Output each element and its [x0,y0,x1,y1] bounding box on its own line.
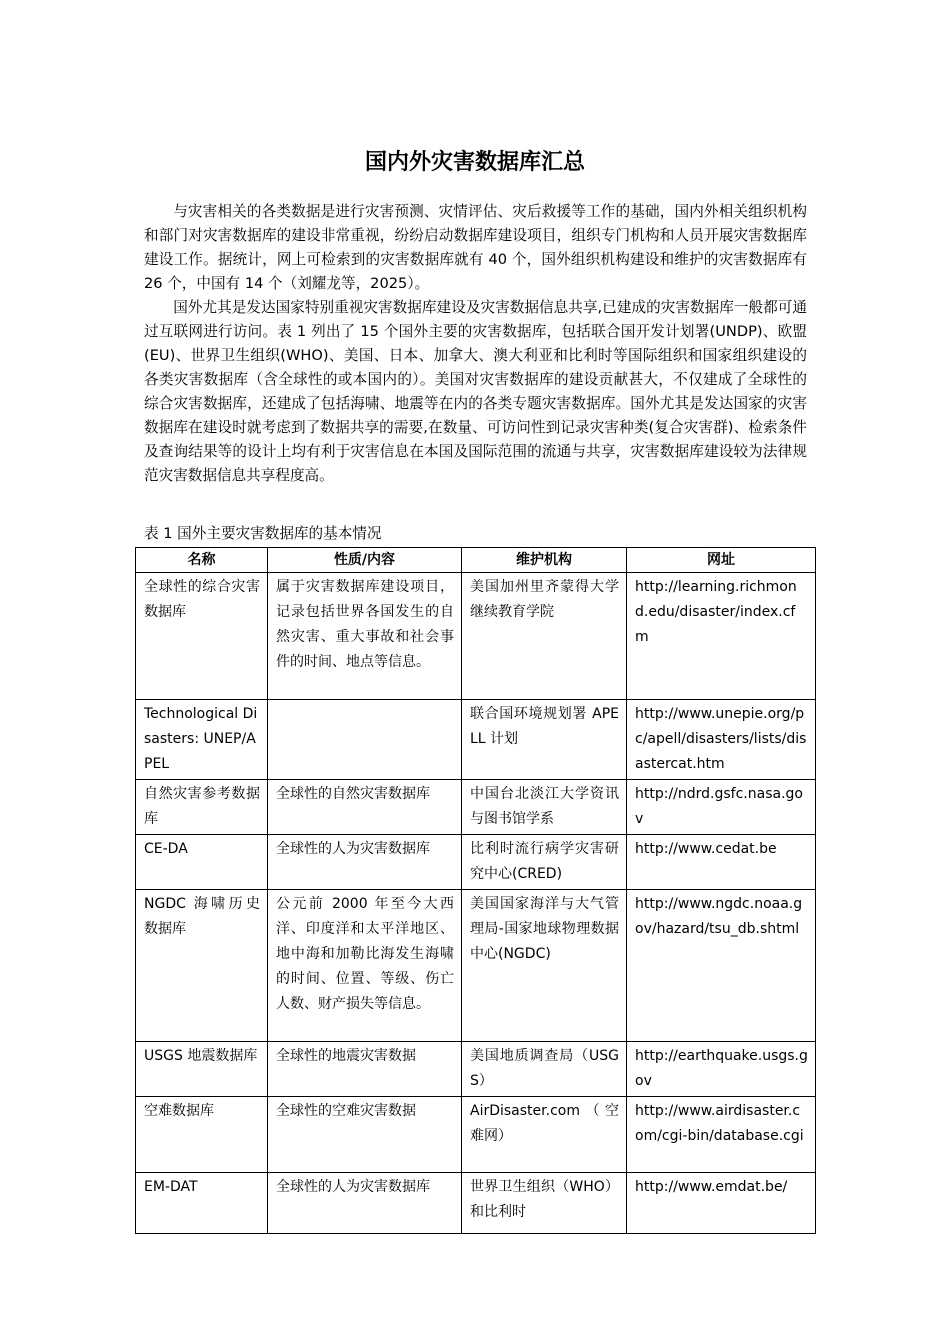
cell-org: AirDisaster.com（空难网） [462,1097,627,1173]
cell-org: 美国地质调查局（USGS） [462,1042,627,1097]
cell-org: 中国台北淡江大学资讯与图书馆学系 [462,780,627,835]
cell-content: 公元前 2000 年至今大西洋、印度洋和太平洋地区、地中海和加勒比海发生海啸的时间、位置、等级、伤亡人数、财产损失等信息。 [268,890,462,1042]
page-title: 国内外灾害数据库汇总 [364,149,585,175]
cell-name: USGS 地震数据库 [136,1042,268,1097]
header-url: 网址 [627,548,816,573]
cell-name: EM-DAT [136,1173,268,1234]
cell-content: 属于灾害数据库建设项目，记录包括世界各国发生的自然灾害、重大事故和社会事件的时间、地点等信息。 [268,573,462,700]
cell-url: http://www.airdisaster.com/cgi-bin/database.cgi [627,1097,816,1173]
cell-org: 联合国环境规划署 APELL 计划 [462,700,627,780]
cell-name: 自然灾害参考数据库 [136,780,268,835]
table-row [136,835,816,890]
cell-org: 比利时流行病学灾害研究中心(CRED) [462,835,627,890]
table-row [136,1173,816,1234]
cell-name: Technological Disasters: UNEP/APEL [136,700,268,780]
cell-url: http://www.emdat.be/ [627,1173,816,1234]
table-row [136,700,816,780]
cell-name: 全球性的综合灾害数据库 [136,573,268,700]
cell-content: 全球性的人为灾害数据库 [268,835,462,890]
cell-org: 美国国家海洋与大气管理局-国家地球物理数据中心(NGDC) [462,890,627,1042]
table-row [136,890,816,1042]
disaster-database-table [135,547,816,1234]
cell-org: 世界卫生组织（WHO）和比利时 [462,1173,627,1234]
cell-content [268,700,462,780]
cell-content: 全球性的空难灾害数据 [268,1097,462,1173]
paragraph: 与灾害相关的各类数据是进行灾害预测、灾情评估、灾后救援等工作的基础，国内外相关组织机构和部门对灾害数据库的建设非常重视，纷纷启动数据库建设项目，组织专门机构和人员开展灾害数据库建设工作。据统计，网上可检索到的灾害数据库就有 40 个，国外组织机构建设和维护的灾害数据库有 26 个，中国有 14 个（刘耀龙等，2025）。 [144,203,807,292]
table-row [136,573,816,700]
cell-content: 全球性的地震灾害数据 [268,1042,462,1097]
table-row [136,780,816,835]
cell-name: 空难数据库 [136,1097,268,1173]
cell-org: 美国加州里齐蒙得大学继续教育学院 [462,573,627,700]
header-org: 维护机构 [462,548,627,573]
cell-name: CE-DA [136,835,268,890]
cell-content: 全球性的自然灾害数据库 [268,780,462,835]
body-text [144,200,807,488]
table-caption: 表 1 国外主要灾害数据库的基本情况 [144,525,382,542]
table-header-row [136,548,816,573]
cell-content: 全球性的人为灾害数据库 [268,1173,462,1234]
header-name: 名称 [136,548,268,573]
cell-url: http://www.unepie.org/pc/apell/disasters/lists/disastercat.htm [627,700,816,780]
table-row [136,1042,816,1097]
table-row [136,1097,816,1173]
cell-url: http://learning.richmond.edu/disaster/index.cfm [627,573,816,700]
header-content: 性质/内容 [268,548,462,573]
paragraph: 国外尤其是发达国家特别重视灾害数据库建设及灾害数据信息共享,已建成的灾害数据库一般都可通过互联网进行访问。表 1 列出了 15 个国外主要的灾害数据库，包括联合国开发计划署(UNDP)、欧盟(EU)、世界卫生组织(WHO)、美国、日本、加拿大、澳大利亚和比利时等国际组织和国家组织建设的各类灾害数据库（含全球性的或本国内的）。美国对灾害数据库的建设贡献甚大，不仅建成了全球性的综合灾害数据库，还建成了包括海啸、地震等在内的各类专题灾害数据库。国外尤其是发达国家的灾害数据库在建设时就考虑到了数据共享的需要,在数量、可访问性到记录灾害种类(复合灾害群)、检索条件及查询结果等的设计上均有利于灾害信息在本国及国际范围的流通与共享，灾害数据库建设较为法律规范灾害数据信息共享程度高。 [144,299,807,484]
cell-url: http://www.ngdc.noaa.gov/hazard/tsu_db.shtml [627,890,816,1042]
cell-name: NGDC 海啸历史数据库 [136,890,268,1042]
cell-url: http://www.cedat.be [627,835,816,890]
cell-url: http://earthquake.usgs.gov [627,1042,816,1097]
cell-url: http://ndrd.gsfc.nasa.gov [627,780,816,835]
